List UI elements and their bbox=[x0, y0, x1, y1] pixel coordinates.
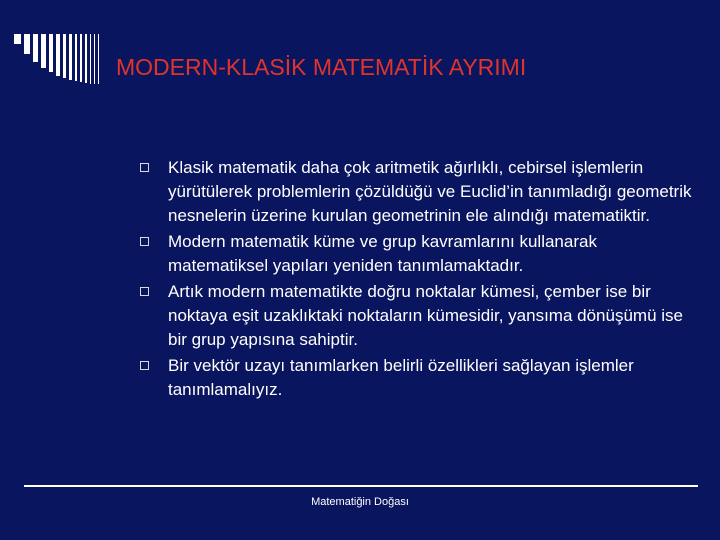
list-item bbox=[140, 156, 700, 228]
list-item bbox=[140, 230, 700, 278]
hollow-square-icon bbox=[140, 163, 149, 172]
bullet-text: Klasik matematik daha çok aritmetik ağırlıklı, cebirsel işlemlerin yürütülerek problemlerin çözüldüğü ve Euclid’in tanımladığı geometrik nesnelerin üzerine kurulan geometrinin ele alındığı matematiktir. bbox=[168, 158, 692, 225]
slide-footer: Matematiğin Doğası bbox=[311, 496, 409, 508]
list-item bbox=[140, 354, 700, 402]
bullet-list bbox=[140, 156, 700, 404]
hollow-square-icon bbox=[140, 237, 149, 246]
bullet-text: Modern matematik küme ve grup kavramlarını kullanarak matematiksel yapıları yeniden tanımlamaktadır. bbox=[168, 232, 597, 275]
bullet-text: Artık modern matematikte doğru noktalar kümesi, çember ise bir noktaya eşit uzaklıktaki noktaların kümesidir, yansıma dönüşümü ise bir grup yapısına sahiptir. bbox=[168, 282, 683, 349]
bullet-text: Bir vektör uzayı tanımlarken belirli özellikleri sağlayan işlemler tanımlamalıyız. bbox=[168, 356, 634, 399]
decorative-bars bbox=[14, 34, 124, 84]
slide-title: MODERN-KLASİK MATEMATİK AYRIMI bbox=[116, 54, 527, 80]
hollow-square-icon bbox=[140, 287, 149, 296]
list-item bbox=[140, 280, 700, 352]
hollow-square-icon bbox=[140, 361, 149, 370]
footer-divider bbox=[24, 485, 698, 487]
